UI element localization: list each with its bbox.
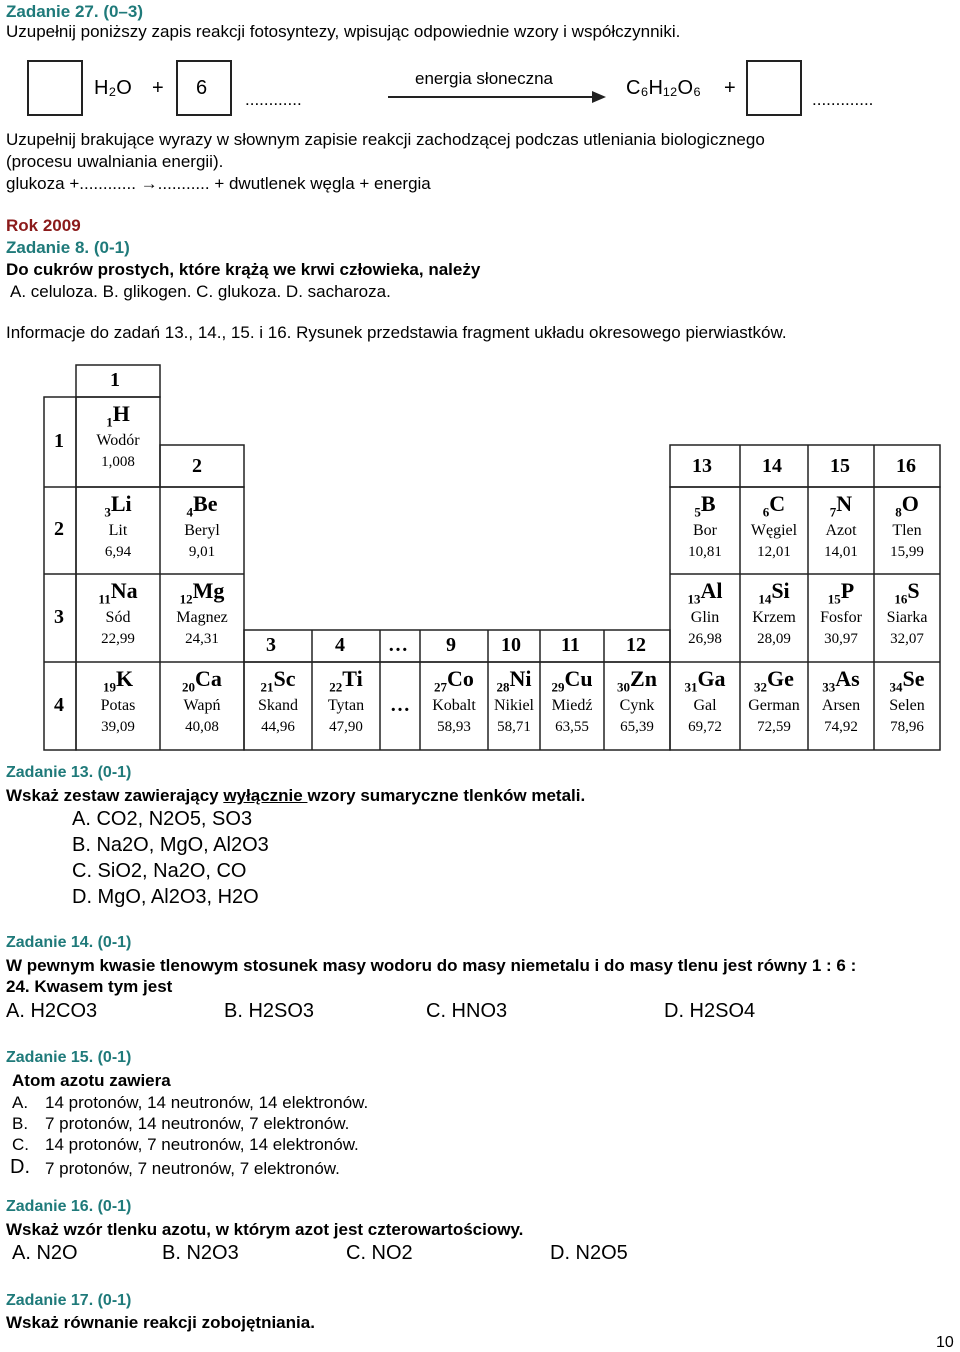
task-16-question: Wskaż wzór tlenku azotu, w którym azot jest czterowartościowy. <box>6 1220 524 1239</box>
atomic-number: 6 <box>762 504 770 520</box>
group-header-ellipsis: … <box>388 634 408 656</box>
element-name: Gal <box>693 697 717 715</box>
task-13-title: Zadanie 13. (0-1) <box>6 764 132 781</box>
atomic-mass: 63,55 <box>555 719 589 736</box>
task-14-title: Zadanie 14. (0-1) <box>6 934 132 951</box>
element-cell-b <box>670 487 740 574</box>
symbol-text: Li <box>110 491 132 516</box>
element-name: Krzem <box>752 609 796 627</box>
element-cell-al <box>670 574 740 662</box>
task-15-title: Zadanie 15. (0-1) <box>6 1049 132 1066</box>
element-symbol <box>670 578 740 607</box>
element-name: Magnez <box>176 609 228 627</box>
atomic-number: 21 <box>260 679 274 695</box>
group-header-1: 1 <box>110 369 120 391</box>
element-name: Nikiel <box>494 697 534 715</box>
symbol-text: S <box>907 578 920 603</box>
task-8-answers: A. celuloza. B. glikogen. C. glukoza. D. sacharoza. <box>10 282 391 301</box>
task-14-option-b[interactable]: B. H2SO3 <box>224 1000 315 1022</box>
atomic-mass: 28,09 <box>757 631 791 648</box>
task-27-instruction: Uzupełnij poniższy zapis reakcji fotosyntezy, wpisując odpowiednie wzory i współczynniki. <box>6 22 681 41</box>
element-symbol <box>420 666 488 695</box>
atomic-mass: 65,39 <box>620 719 654 736</box>
atomic-number: 16 <box>894 591 908 607</box>
element-cell-li <box>76 487 160 574</box>
element-cell-c <box>740 487 808 574</box>
symbol-text: C <box>769 491 786 516</box>
atomic-mass: 58,93 <box>437 719 471 736</box>
task-8-title: Zadanie 8. (0-1) <box>6 238 130 257</box>
element-name: Tytan <box>327 697 365 715</box>
atomic-mass: 40,08 <box>185 719 219 736</box>
symbol-text: Co <box>447 666 474 691</box>
element-symbol <box>740 666 808 695</box>
symbol-text: Se <box>902 666 925 691</box>
atomic-mass: 47,90 <box>329 719 363 736</box>
period-label-1: 1 <box>54 430 64 452</box>
task-16-title: Zadanie 16. (0-1) <box>6 1198 132 1215</box>
task-15-option-d-letter: D. <box>10 1156 30 1178</box>
atomic-number: 13 <box>687 591 701 607</box>
element-symbol <box>76 578 160 607</box>
element-symbol <box>160 491 244 520</box>
element-cell-sc <box>244 662 312 750</box>
atomic-mass: 10,81 <box>688 544 722 561</box>
atomic-number: 34 <box>889 679 903 695</box>
task-15-question: Atom azotu zawiera <box>12 1071 171 1090</box>
symbol-text: Ge <box>767 666 794 691</box>
atomic-number: 14 <box>758 591 772 607</box>
task-14-option-d[interactable]: D. H2SO4 <box>664 1000 756 1022</box>
element-cell-be <box>160 487 244 574</box>
element-name: German <box>748 697 800 715</box>
atomic-number: 4 <box>186 504 194 520</box>
blank-dots-2[interactable]: ............. <box>812 90 874 109</box>
year-heading: Rok 2009 <box>6 216 81 235</box>
atomic-number: 33 <box>822 679 836 695</box>
atomic-number: 12 <box>179 591 193 607</box>
group-header-16: 16 <box>896 455 916 477</box>
symbol-text: P <box>840 578 855 603</box>
atomic-number: 29 <box>551 679 565 695</box>
element-cell-as <box>808 662 874 750</box>
element-symbol <box>312 666 380 695</box>
element-cell-zn <box>604 662 670 750</box>
element-symbol <box>160 666 244 695</box>
element-cell-ca <box>160 662 244 750</box>
task-15-option-a-letter: A. <box>12 1093 29 1112</box>
element-name: Beryl <box>184 522 220 540</box>
element-cell-co <box>420 662 488 750</box>
respiration-instruction-1: Uzupełnij brakujące wyrazy w słownym zapisie reakcji zachodzącej podczas utleniania biologicznego <box>6 130 765 149</box>
row4-ellipsis: … <box>390 694 410 716</box>
task-15-option-b-letter: B. <box>12 1114 29 1133</box>
symbol-text: Na <box>110 578 138 603</box>
task-13-q-pre: Wskaż zestaw zawierający <box>6 786 224 805</box>
element-cell-ti <box>312 662 380 750</box>
atomic-number: 27 <box>434 679 448 695</box>
period-label-2: 2 <box>54 518 64 540</box>
task-16-option-b[interactable]: B. N2O3 <box>162 1242 239 1264</box>
task-13-question <box>6 786 585 806</box>
element-name: Wapń <box>183 697 221 715</box>
element-symbol <box>76 401 160 430</box>
task-27-title: Zadanie 27. (0–3) <box>6 2 144 21</box>
group-header-10: 10 <box>501 634 521 656</box>
atomic-number: 1 <box>106 414 113 430</box>
task-16-option-d[interactable]: D. N2O5 <box>550 1242 628 1264</box>
period-label-3: 3 <box>54 606 64 628</box>
atomic-mass: 30,97 <box>824 631 858 648</box>
plus-sign: + <box>152 77 164 99</box>
element-cell-ga <box>670 662 740 750</box>
element-name: Cynk <box>619 697 655 715</box>
element-cell-si <box>740 574 808 662</box>
blank-dots-1[interactable]: ............ <box>245 90 302 109</box>
task-17-question: Wskaż równanie reakcji zobojętniania. <box>6 1313 315 1332</box>
group-header-11: 11 <box>561 634 580 656</box>
task-15-option-a[interactable]: 14 protonów, 14 neutronów, 14 elektronów. <box>45 1093 369 1112</box>
element-symbol <box>874 666 940 695</box>
atomic-number: 32 <box>754 679 768 695</box>
symbol-text: N <box>836 491 853 516</box>
symbol-text: Ga <box>697 666 726 691</box>
group-header-12: 12 <box>626 634 646 656</box>
element-cell-na <box>76 574 160 662</box>
element-cell-mg <box>160 574 244 662</box>
atomic-mass: 9,01 <box>188 544 216 561</box>
element-symbol <box>740 578 808 607</box>
atomic-mass: 15,99 <box>890 544 924 561</box>
task-17-title: Zadanie 17. (0-1) <box>6 1292 132 1309</box>
symbol-text: Be <box>193 491 218 516</box>
element-name: Węgiel <box>750 522 798 540</box>
element-name: Potas <box>100 697 136 715</box>
element-symbol <box>670 666 740 695</box>
element-symbol <box>76 666 160 695</box>
element-cell-p <box>808 574 874 662</box>
element-cell-ni <box>488 662 540 750</box>
atomic-mass: 1,008 <box>101 454 135 471</box>
element-name: Wodór <box>96 432 140 450</box>
symbol-text: K <box>115 666 134 691</box>
element-cell-cu <box>540 662 604 750</box>
task-13-q-underlined: wyłącznie <box>223 786 308 805</box>
task-13-option-c[interactable]: C. SiO2, Na2O, CO <box>72 860 247 882</box>
atomic-mass: 39,09 <box>101 719 135 736</box>
atomic-number: 28 <box>496 679 510 695</box>
atomic-mass: 22,99 <box>101 631 135 648</box>
task-16-option-a[interactable]: A. N2O <box>12 1242 78 1264</box>
atomic-mass: 78,96 <box>890 719 924 736</box>
energy-label: energia słoneczna <box>415 69 553 88</box>
task-13-q-post: wzory sumaryczne tlenków metali. <box>307 786 586 805</box>
group-header-14: 14 <box>762 455 782 477</box>
element-name: Selen <box>889 697 925 715</box>
group-header-13: 13 <box>692 455 712 477</box>
info-text: Informacje do zadań 13., 14., 15. i 16. Rysunek przedstawia fragment układu okresowego pierwiastków. <box>6 323 787 342</box>
element-symbol <box>808 578 874 607</box>
element-cell-h <box>76 397 160 487</box>
element-name: Sód <box>105 609 131 627</box>
atomic-number: 15 <box>827 591 841 607</box>
glucose-formula: C₆H₁₂O₆ <box>626 77 702 99</box>
atomic-number: 8 <box>895 504 902 520</box>
element-symbol <box>874 491 940 520</box>
symbol-text: O <box>901 491 919 516</box>
element-cell-o <box>874 487 940 574</box>
element-name: Arsen <box>821 697 861 715</box>
group-header-9: 9 <box>446 634 456 656</box>
group-header-15: 15 <box>830 455 850 477</box>
symbol-text: B <box>700 491 716 516</box>
task-15-option-b[interactable]: 7 protonów, 14 neutronów, 7 elektronów. <box>45 1114 350 1133</box>
atomic-mass: 26,98 <box>688 631 722 648</box>
atomic-mass: 58,71 <box>497 719 531 736</box>
atomic-number: 11 <box>98 591 111 607</box>
symbol-text: Sc <box>273 666 296 691</box>
symbol-text: H <box>112 401 130 426</box>
element-name: Kobalt <box>432 697 476 715</box>
symbol-text: Cu <box>564 666 593 691</box>
symbol-text: Ni <box>509 666 532 691</box>
element-name: Skand <box>258 697 298 715</box>
element-name: Lit <box>108 522 128 540</box>
plus-sign-2: + <box>724 77 736 99</box>
element-symbol <box>740 491 808 520</box>
coefficient-6: 6 <box>196 77 208 99</box>
symbol-text: Ca <box>195 666 222 691</box>
task-13-option-b[interactable]: B. Na2O, MgO, Al2O3 <box>72 834 269 856</box>
task-16-option-c[interactable]: C. NO2 <box>346 1242 413 1264</box>
task-13-option-d[interactable]: D. MgO, Al2O3, H2O <box>72 886 259 908</box>
symbol-text: Ti <box>342 666 363 691</box>
element-symbol <box>670 491 740 520</box>
element-name: Tlen <box>892 522 922 540</box>
task-14-question-1: W pewnym kwasie tlenowym stosunek masy wodoru do masy niemetalu i do masy tlenu jest równy 1 : 6 : <box>6 956 857 975</box>
atomic-mass: 24,31 <box>185 631 219 648</box>
element-symbol <box>160 578 244 607</box>
atomic-mass: 12,01 <box>757 544 791 561</box>
element-symbol <box>874 578 940 607</box>
symbol-text: As <box>835 666 860 691</box>
atomic-number: 7 <box>829 504 837 520</box>
atomic-mass: 69,72 <box>688 719 722 736</box>
task-14-option-a[interactable]: A. H2CO3 <box>6 1000 98 1022</box>
element-cell-n <box>808 487 874 574</box>
group-header-3: 3 <box>266 634 276 656</box>
task-14-question-2: 24. Kwasem tym jest <box>6 977 173 996</box>
task-15-option-d[interactable]: 7 protonów, 7 neutronów, 7 elektronów. <box>45 1159 340 1178</box>
element-name: Glin <box>690 609 720 627</box>
element-cell-k <box>76 662 160 750</box>
atomic-number: 20 <box>182 679 196 695</box>
element-cell-se <box>874 662 940 750</box>
atomic-mass: 44,96 <box>261 719 295 736</box>
atomic-number: 22 <box>329 679 343 695</box>
element-name: Siarka <box>886 609 928 627</box>
atomic-number: 5 <box>694 504 701 520</box>
symbol-text: Si <box>771 578 790 603</box>
element-name: Bor <box>693 522 717 540</box>
element-symbol <box>808 491 874 520</box>
symbol-text: Zn <box>630 666 657 691</box>
element-symbol <box>540 666 604 695</box>
task-15-option-c[interactable]: 14 protonów, 7 neutronów, 14 elektronów. <box>45 1135 359 1154</box>
atomic-number: 30 <box>617 679 631 695</box>
element-name: Fosfor <box>820 609 862 627</box>
atomic-mass: 32,07 <box>890 631 924 648</box>
atomic-mass: 72,59 <box>757 719 791 736</box>
element-symbol <box>244 666 312 695</box>
period-label-4: 4 <box>54 694 64 716</box>
element-cell-s <box>874 574 940 662</box>
symbol-text: Mg <box>192 578 225 603</box>
task-14-option-c[interactable]: C. HNO3 <box>426 1000 508 1022</box>
atomic-mass: 74,92 <box>824 719 858 736</box>
h2o-formula: H₂O <box>94 77 132 99</box>
atomic-number: 31 <box>684 679 698 695</box>
respiration-equation: glukoza +............ →........... + dwutlenek węgla + energia <box>6 174 431 193</box>
element-symbol <box>808 666 874 695</box>
element-cell-ge <box>740 662 808 750</box>
atomic-mass: 6,94 <box>104 544 132 561</box>
group-header-2: 2 <box>192 455 202 477</box>
task-13-option-a[interactable]: A. CO2, N2O5, SO3 <box>72 808 253 830</box>
element-symbol <box>604 666 670 695</box>
atomic-number: 3 <box>104 504 111 520</box>
task-15-option-c-letter: C. <box>12 1135 29 1154</box>
respiration-instruction-2: (procesu uwalniania energii). <box>6 152 224 171</box>
symbol-text: Al <box>700 578 723 603</box>
atomic-number: 19 <box>102 679 116 695</box>
page-number: 10 <box>936 1334 954 1351</box>
element-name: Miedź <box>551 697 593 715</box>
element-symbol <box>76 491 160 520</box>
group-header-4: 4 <box>335 634 345 656</box>
atomic-mass: 14,01 <box>824 544 858 561</box>
task-8-question: Do cukrów prostych, które krążą we krwi człowieka, należy <box>6 260 481 279</box>
element-name: Azot <box>825 522 857 540</box>
element-symbol <box>488 666 540 695</box>
